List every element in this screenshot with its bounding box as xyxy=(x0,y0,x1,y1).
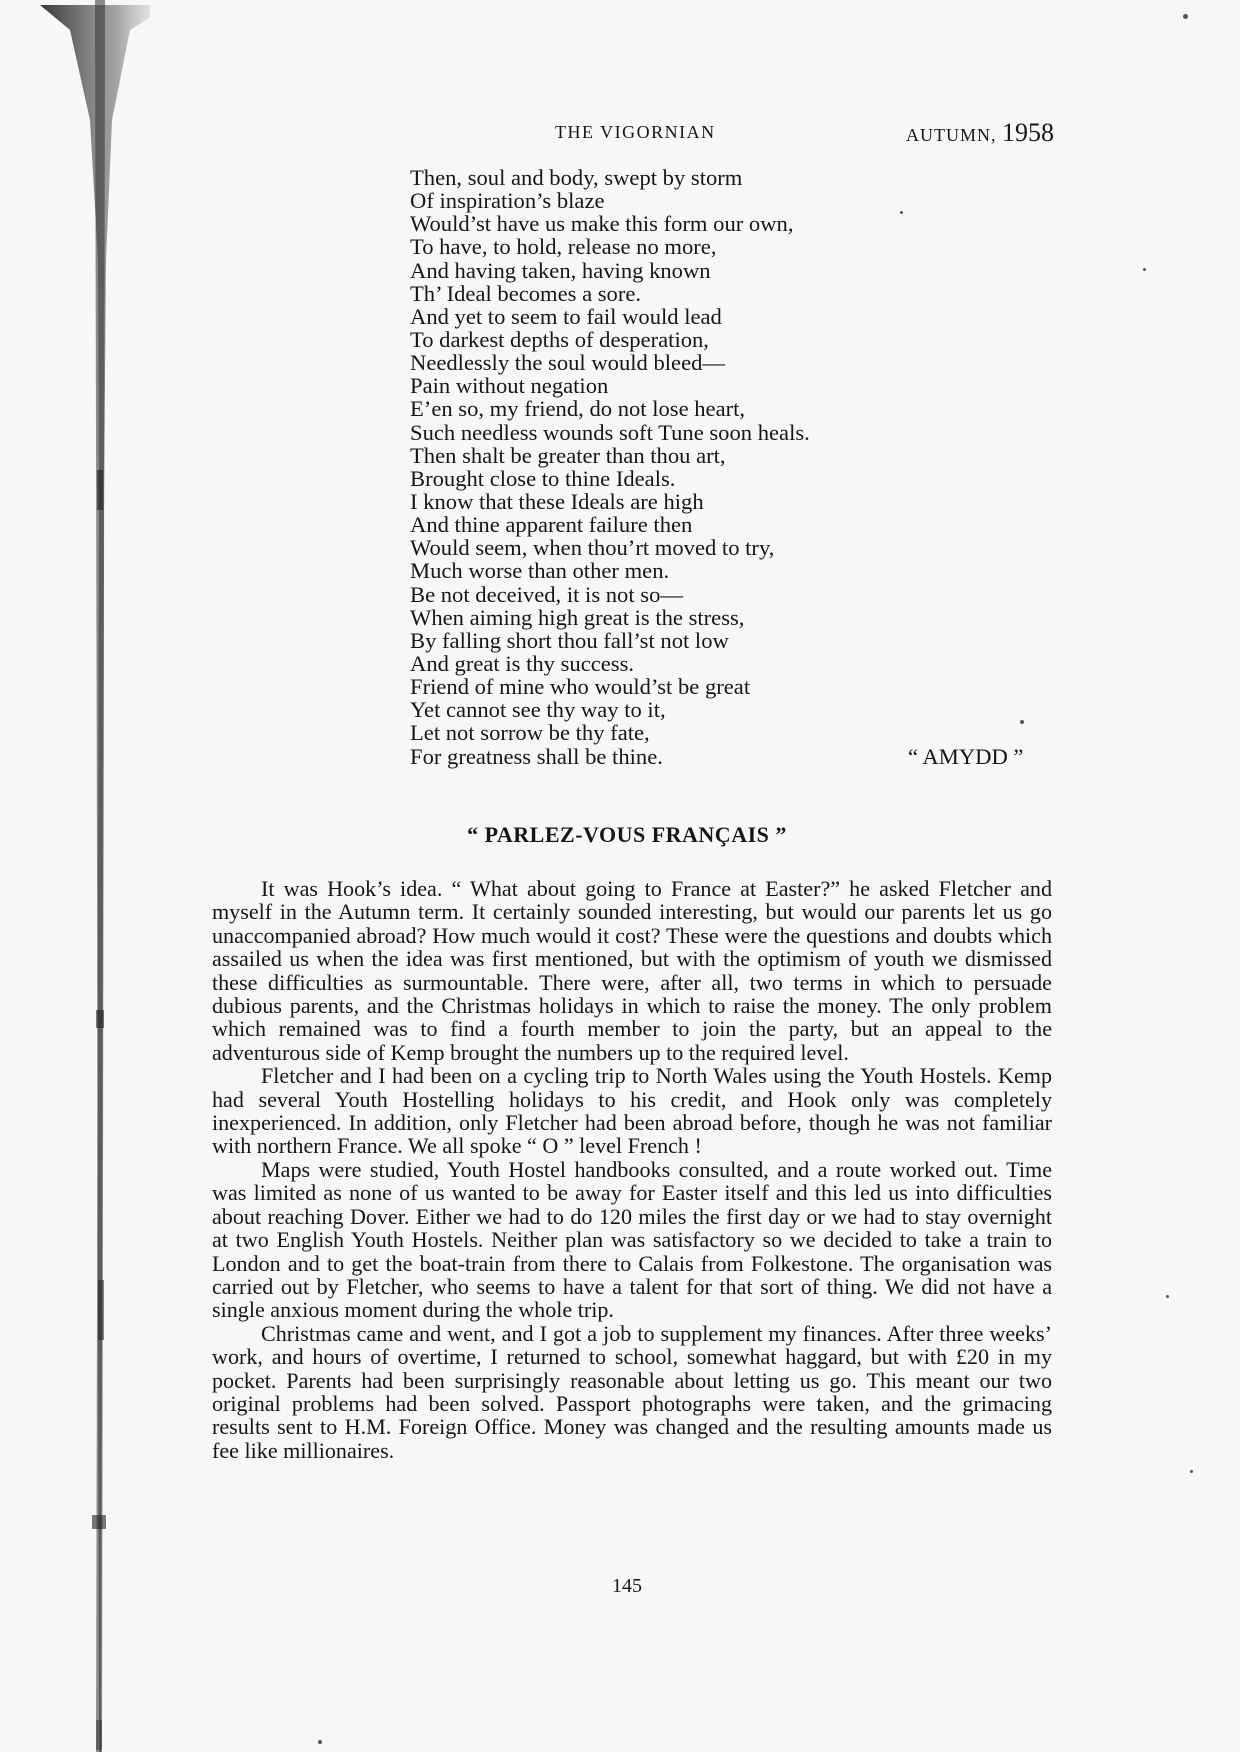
poem-line-text: And great is thy success. xyxy=(410,650,635,676)
poem-line xyxy=(410,328,1060,351)
poem-line-text: Such needless wounds soft Tune soon heals. xyxy=(410,419,810,445)
running-head xyxy=(200,118,1054,150)
binding-shadow xyxy=(0,0,150,1752)
poem-line xyxy=(410,235,1060,258)
poem-line xyxy=(410,536,1060,559)
poem xyxy=(410,166,1060,768)
poem-attribution: “ AMYDD ” xyxy=(908,743,1024,769)
poem-line-text: Would’st have us make this form our own, xyxy=(410,211,794,237)
page-number: 145 xyxy=(612,1575,642,1597)
poem-line-text: To have, to hold, release no more, xyxy=(410,234,717,260)
issue-date xyxy=(906,118,1054,148)
poem-line-text: Friend of mine who would’st be great xyxy=(410,674,751,700)
poem-line xyxy=(410,629,1060,652)
poem-line xyxy=(410,467,1060,490)
poem-line-text: Let not sorrow be thy fate, xyxy=(410,720,650,746)
poem-line-text: Brought close to thine Ideals. xyxy=(410,465,676,491)
poem-line-text: Much worse than other men. xyxy=(410,558,670,584)
poem-line-text: And yet to seem to fail would lead xyxy=(410,303,722,329)
poem-line-text: And having taken, having known xyxy=(410,257,711,283)
article-paragraph: Fletcher and I had been on a cycling trip to North Wales using the Youth Hostels. Kemp had several Youth Hostelling holidays to his credit, and Hook only was completely inexperienced. In addition, only Fletcher had been abroad before, though he was not familiar with northern France. We all spoke “ O ” level French ! xyxy=(212,1063,1052,1159)
poem-line xyxy=(410,421,1060,444)
poem-line xyxy=(410,490,1060,513)
poem-line-text: Then, soul and body, swept by storm xyxy=(410,165,743,190)
poem-line xyxy=(410,282,1060,305)
poem-line xyxy=(410,305,1060,328)
poem-line xyxy=(410,745,1060,768)
poem-line-text: And thine apparent failure then xyxy=(410,512,693,538)
poem-line xyxy=(410,583,1060,606)
poem-line-text: Be not deceived, it is not so— xyxy=(410,581,683,607)
poem-line-text: To darkest depths of desperation, xyxy=(410,326,709,352)
article-title: “ PARLEZ-VOUS FRANÇAIS ” xyxy=(467,822,787,847)
poem-line xyxy=(410,559,1060,582)
poem-line-text: Then shalt be greater than thou art, xyxy=(410,442,726,468)
poem-line-text: Would seem, when thou’rt moved to try, xyxy=(410,535,775,561)
article-body xyxy=(212,877,1052,1462)
poem-line xyxy=(410,444,1060,467)
poem-line xyxy=(410,212,1060,235)
poem-line xyxy=(410,652,1060,675)
poem-line-text: Th’ Ideal becomes a sore. xyxy=(410,280,642,306)
poem-line xyxy=(410,166,1060,189)
article-paragraph: Christmas came and went, and I got a job to supplement my finances. After three weeks’ work, and hours of overtime, I returned to school, somewhat haggard, but with £20 in my pocket. Parents had been surprisingly reasonable about letting us go. This meant our two original problems had been solved. Passport photographs were taken, and the grimacing results sent to H.M. Foreign Office. Money was changed and the resulting amounts made us fee like millionaires. xyxy=(212,1320,1052,1463)
poem-line-text: When aiming high great is the stress, xyxy=(410,604,745,630)
poem-line xyxy=(410,721,1060,744)
poem-line xyxy=(410,259,1060,282)
poem-line-text: Yet cannot see thy way to it, xyxy=(410,697,666,723)
poem-line-text: For greatness shall be thine. xyxy=(410,743,663,769)
poem-line-text: By falling short thou fall’st not low xyxy=(410,627,729,653)
poem-line-text: I know that these Ideals are high xyxy=(410,488,704,514)
poem-line xyxy=(410,351,1060,374)
article-paragraph: It was Hook’s idea. “ What about going to France at Easter?” he asked Fletcher and myself in the Autumn term. It certainly sounded interesting, but would our parents let us go unaccompanied abroad? How much would it cost? These were the questions and doubts which assailed us when the idea was first mentioned, but with the optimism of youth we dismissed these difficulties as surmountable. There were, after all, two terms in which to persuade dubious parents, and the Christmas holidays in which to raise the money. The only problem which remained was to find a fourth member to join the party, but an appeal to the adventurous side of Kemp brought the numbers up to the required level. xyxy=(212,876,1052,1065)
poem-line-text: Needlessly the soul would bleed— xyxy=(410,350,725,376)
poem-line-text: Of inspiration’s blaze xyxy=(410,188,605,214)
poem-line xyxy=(410,397,1060,420)
publication-title: THE VIGORNIAN xyxy=(555,122,716,142)
poem-line xyxy=(410,189,1060,212)
issue-year: 1958 xyxy=(1002,118,1054,147)
poem-line-text: Pain without negation xyxy=(410,373,609,399)
poem-line xyxy=(410,513,1060,536)
poem-line-text: E’en so, my friend, do not lose heart, xyxy=(410,396,746,422)
article-paragraph: Maps were studied, Youth Hostel handbooks consulted, and a route worked out. Time was limited as none of us wanted to be away for Easter itself and this led us into difficulties about reaching Dover. Either we had to do 120 miles the first day or we had to stay overnight at two English Youth Hostels. Neither plan was satisfactory so we decided to take a train to London and to get the boat-train from there to Calais from Folkestone. The organisation was carried out by Fletcher, who seems to have a talent for that sort of thing. We did not have a single anxious moment during the whole trip. xyxy=(212,1156,1052,1323)
poem-line xyxy=(410,606,1060,629)
poem-line xyxy=(410,698,1060,721)
issue-season: AUTUMN, xyxy=(906,125,997,145)
poem-line xyxy=(410,374,1060,397)
poem-line xyxy=(410,675,1060,698)
